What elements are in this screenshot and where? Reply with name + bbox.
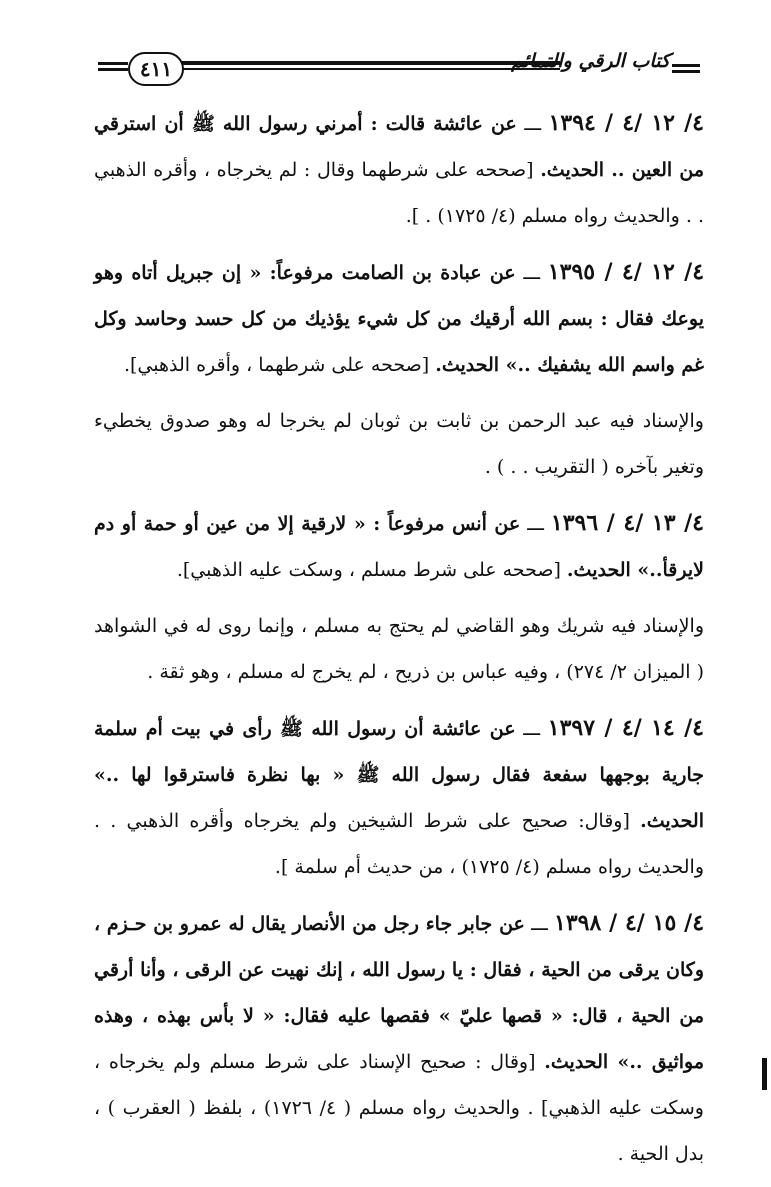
header-rule bbox=[178, 61, 560, 65]
header-rule bbox=[672, 64, 700, 67]
book-title: كتاب الرقي والتمائم bbox=[511, 50, 670, 72]
hadith-reference: ٤/ ١٤ /٤ / ١٣٩٧ bbox=[547, 715, 704, 741]
commentary-paragraph: والإسناد فيه شريك وهو القاضي لم يحتج به مسلم ، وإنما روى له في الشواهد ( الميزان ٢/ ٢٧٤) ، وفيه عباس بن ذريح ، لم يخرج له مسلم ، وهو ثقة . bbox=[94, 615, 704, 683]
hadith-text: عن جابر جاء رجل من الأنصار يقال له عمرو بن حـزم ، وكان يرقى من الحية ، فقال : يا رسول الله ، إنك نهيت عن الرقى ، وأنا أرقي من الحية ، قال: « قصها عليّ » فقصها عليه فقال: « لا بأس بهذه ، وهذه مواثيق ..» الحديث. bbox=[94, 913, 705, 1073]
commentary-paragraph: والإسناد فيه عبد الرحمن بن ثابت بن ثوبان لم يخرجا له وهو صدوق يخطيء وتغير بآخره ( التقريب . . ) . bbox=[94, 410, 704, 478]
hadith-grading: [صححه على شرطهما وقال : لم يخرجاه ، وأقره الذهبي . . والحديث رواه مسلم (٤/ ١٧٢٥) . ]. bbox=[94, 159, 704, 227]
hadith-grading: [صححه على شرط مسلم ، وسكت عليه الذهبي]. bbox=[176, 559, 561, 581]
hadith-paragraph: ٤/ ١٤ /٤ / ١٣٩٧ ـــ عن عائشة أن رسول الله ﷺ رأى في بيت أم سلمة جارية بوجهها سفعة فقال رسول الله ﷺ « بها نظرة فاسترقوا لها ..» الحديث. [وقال: صحيح على شرط الشيخين ولم يخرجاه وأقره الذهبي . . والحديث رواه مسلم (٤/ ١٧٢٥) ، من حديث أم سلمة ]. bbox=[94, 715, 704, 878]
hadith-paragraph: ٤/ ١٢ /٤ / ١٣٩٤ ـــ عن عائشة قالت : أمرني رسول الله ﷺ أن استرقي من العين .. الحديث. [صححه على شرطهما وقال : لم يخرجاه ، وأقره الذهبي . . والحديث رواه مسلم (٤/ ١٧٢٥) . ]. bbox=[94, 110, 705, 227]
header-rule bbox=[98, 68, 128, 71]
page-body bbox=[94, 100, 704, 1187]
hadith-reference: ٤/ ١٣ /٤ / ١٣٩٦ bbox=[550, 510, 704, 536]
hadith-text: عن عائشة أن رسول الله ﷺ رأى في بيت أم سلمة جارية بوجهها سفعة فقال رسول الله ﷺ « بها نظرة فاسترقوا لها ..» الحديث. bbox=[94, 718, 704, 832]
header-rule bbox=[178, 68, 560, 70]
hadith-text: عن عبادة بن الصامت مرفوعاً: « إن جبريل أتاه وهو يوعك فقال : بسم الله أرقيك من كل شيء يؤذيك من كل حسد وحاسد وكل غم واسم الله يشفيك ..» الحديث. bbox=[94, 262, 704, 376]
hadith-reference: ٤/ ١٢ /٤ / ١٣٩٥ bbox=[547, 259, 705, 285]
hadith-paragraph: ٤/ ١٢ /٤ / ١٣٩٥ ـــ عن عبادة بن الصامت مرفوعاً: « إن جبريل أتاه وهو يوعك فقال : بسم الله أرقيك من كل شيء يؤذيك من كل حسد وحاسد وكل غم واسم الله يشفيك ..» الحديث. [صححه على شرطهما ، وأقره الذهبي]. bbox=[94, 259, 705, 376]
hadith-grading: [صححه على شرطهما ، وأقره الذهبي]. bbox=[123, 354, 430, 376]
hadith-paragraph: ٤/ ١٥ /٤ / ١٣٩٨ ـــ عن جابر جاء رجل من الأنصار يقال له عمرو بن حـزم ، وكان يرقى من الحية ، فقال : يا رسول الله ، إنك نهيت عن الرقى ، وأنا أرقي من الحية ، قال: « قصها عليّ » فقصها عليه فقال: « لا بأس بهذه ، وهذه مواثيق ..» الحديث. [وقال : صحيح الإسناد على شرط مسلم ولم يخرجاه ، وسكت عليه الذهبي] . والحديث رواه مسلم ( ٤/ ١٧٢٦) ، بلفظ ( العقرب ) ، بدل الحية . bbox=[94, 910, 705, 1165]
hadith-text: عن أنس مرفوعاً : « لارقية إلا من عين أو حمة أو دم لايرقأ..» الحديث. bbox=[94, 513, 704, 581]
header-rule bbox=[672, 70, 700, 73]
hadith-paragraph: ٤/ ١٣ /٤ / ١٣٩٦ ـــ عن أنس مرفوعاً : « لارقية إلا من عين أو حمة أو دم لايرقأ..» الحديث. [صححه على شرط مسلم ، وسكت عليه الذهبي]. bbox=[94, 510, 704, 581]
page-number: ٤١١ bbox=[128, 52, 184, 86]
hadith-grading: [وقال: صحيح على شرط الشيخين ولم يخرجاه وأقره الذهبي . . والحديث رواه مسلم (٤/ ١٧٢٥) ، من حديث أم سلمة ]. bbox=[94, 810, 704, 878]
hadith-reference: ٤/ ١٥ /٤ / ١٣٩٨ bbox=[554, 910, 705, 936]
header-rule bbox=[98, 62, 128, 65]
scan-edge-mark bbox=[762, 1058, 767, 1090]
hadith-text: عن عائشة قالت : أمرني رسول الله ﷺ أن استرقي من العين .. الحديث. bbox=[94, 113, 705, 181]
hadith-reference: ٤/ ١٢ /٤ / ١٣٩٤ bbox=[548, 110, 704, 136]
page-header bbox=[98, 52, 700, 88]
hadith-grading: [وقال : صحيح الإسناد على شرط مسلم ولم يخرجاه ، وسكت عليه الذهبي] . والحديث رواه مسلم ( ٤/ ١٧٢٦) ، بلفظ ( العقرب ) ، بدل الحية . bbox=[94, 1051, 704, 1165]
